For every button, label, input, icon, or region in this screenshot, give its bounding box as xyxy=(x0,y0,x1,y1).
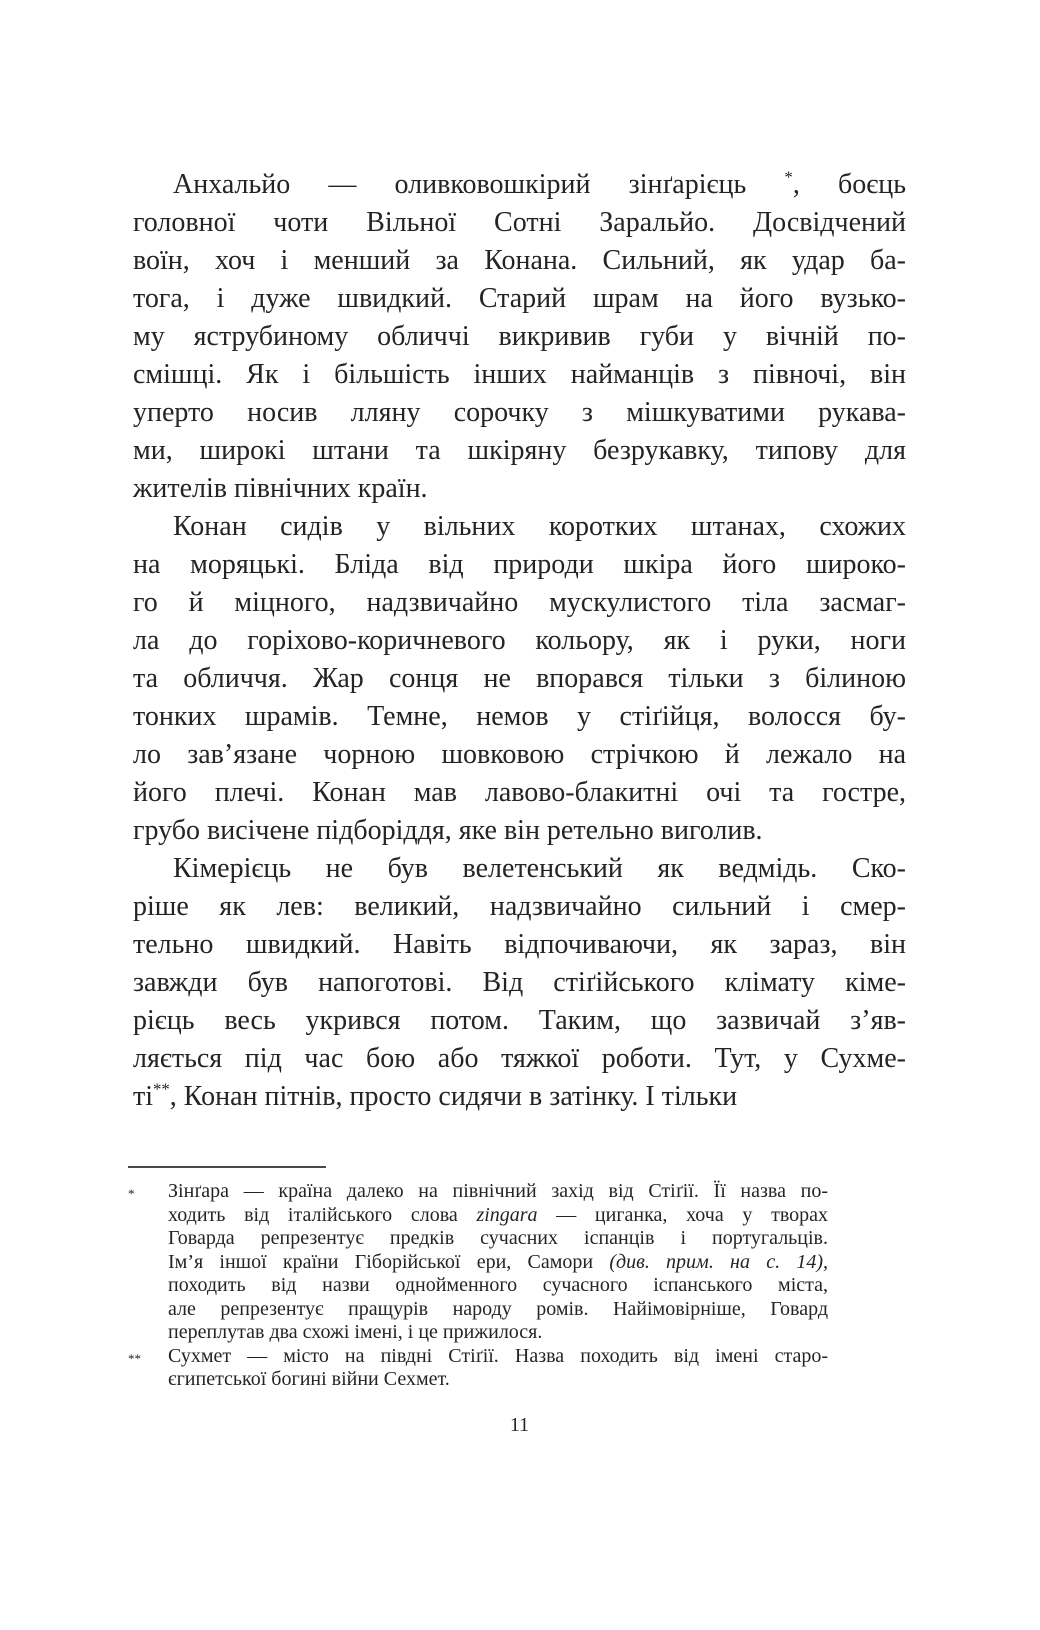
paragraph xyxy=(133,166,906,508)
text-line xyxy=(133,1002,906,1040)
text-span: грубо висічене підборіддя, яке він ретельно виголив. xyxy=(133,815,763,846)
text-line xyxy=(133,964,906,1002)
text-span: Сухмет — місто на півдні Стіґії. Назва походить від імені старо- xyxy=(168,1344,828,1367)
text-span: тонких шрамів. Темне, немов у стіґійця, волосся бу- xyxy=(133,701,906,732)
text-span: — циганка, хоча у творах xyxy=(537,1203,828,1226)
text-span: єгипетської богині війни Сехмет. xyxy=(168,1368,450,1390)
text-span: ми, широкі штани та шкіряну безрукавку, типову для xyxy=(133,435,906,466)
text-span: ло зав’язане чорною шовковою стрічкою й лежало на xyxy=(133,739,906,770)
text-span: ті xyxy=(133,1081,154,1112)
footnote-area xyxy=(128,1166,838,1392)
text-span: та обличчя. Жар сонця не впорався тільки з білиною xyxy=(133,663,906,694)
text-line xyxy=(133,736,906,774)
text-span: ріше як лев: великий, надзвичайно сильний і смер- xyxy=(133,891,906,922)
page-number: 11 xyxy=(509,1414,530,1436)
text-span: на моряцькі. Бліда від природи шкіра його широко- xyxy=(133,549,906,580)
text-line xyxy=(133,432,906,470)
footnote-divider xyxy=(128,1166,326,1168)
text-span: переплутав два схожі імені, і це прижилося. xyxy=(168,1321,543,1343)
text-span: Кімерієць не був велетенський як ведмідь. Ско- xyxy=(173,853,906,884)
text-span: жителів північних країн. xyxy=(133,473,428,504)
text-span: уперто носив лляну сорочку з мішкуватими рукава- xyxy=(133,397,906,428)
footnote-ref-marker: ** xyxy=(153,1079,170,1099)
footnotes xyxy=(128,1180,838,1392)
text-line xyxy=(133,1078,906,1116)
text-line xyxy=(133,280,906,318)
text-span: воїн, хоч і менший за Конана. Сильний, як удар ба- xyxy=(133,245,906,276)
text-line xyxy=(133,698,906,736)
text-line xyxy=(133,470,906,508)
text-line xyxy=(133,204,906,242)
text-span: го й міцного, надзвичайно мускулистого тіла засмаг- xyxy=(133,587,906,618)
text-span: , xyxy=(823,1250,828,1273)
text-line xyxy=(133,622,906,660)
text-line xyxy=(133,508,906,546)
text-span: смішці. Як і більшість інших найманців з півночі, він xyxy=(133,359,906,390)
footnote-ref-marker: * xyxy=(784,167,793,187)
text-span: Конан сидів у вільних коротких штанах, схожих xyxy=(173,511,906,542)
text-span: його плечі. Конан мав лавово-блакитні очі та гостре, xyxy=(133,777,906,808)
text-line xyxy=(133,1040,906,1078)
text-line xyxy=(133,774,906,812)
text-span: , боєць xyxy=(792,169,906,200)
footnote-marker: ** xyxy=(128,1350,141,1366)
text-span: тельно швидкий. Навіть відпочиваючи, як зараз, він xyxy=(133,929,906,960)
text-line xyxy=(133,850,906,888)
body-text xyxy=(133,166,906,1116)
text-line xyxy=(168,1345,828,1369)
text-span: , Конан пітнів, просто сидячи в затінку. І тільки xyxy=(169,1081,738,1112)
italic-text: zingara xyxy=(476,1203,538,1226)
text-span: Говарда репрезентує предків сучасних іспанців і португальців. xyxy=(168,1227,828,1249)
text-span: але репрезентує пращурів народу ромів. Найімовірніше, Говард xyxy=(168,1297,828,1320)
text-line xyxy=(133,166,906,204)
text-span: Анхальйо — оливковошкірий зінґарієць xyxy=(173,169,785,200)
text-line xyxy=(133,888,906,926)
footnote-marker: * xyxy=(128,1186,135,1201)
text-line xyxy=(168,1274,828,1298)
text-line xyxy=(168,1227,828,1251)
footnote-text xyxy=(168,1180,828,1345)
text-span: головної чоти Вільної Сотні Заральйо. Досвідчений xyxy=(133,207,906,238)
italic-text: (див. прим. на с. 14) xyxy=(609,1250,823,1273)
text-line xyxy=(168,1298,828,1322)
text-line xyxy=(133,546,906,584)
text-span: Зінґара — країна далеко на північний захід від Стіґії. Її назва по- xyxy=(168,1180,828,1202)
text-line xyxy=(133,242,906,280)
text-span: ляється під час бою або тяжкої роботи. Тут, у Сухме- xyxy=(133,1043,906,1074)
text-line xyxy=(133,394,906,432)
text-span: рієць весь укрився потом. Таким, що зазвичай з’яв- xyxy=(133,1005,906,1036)
text-span: походить від назви однойменного сучасного іспанського міста, xyxy=(168,1274,828,1296)
text-span: завжди був напоготові. Від стіґійського клімату кіме- xyxy=(133,967,906,998)
text-line xyxy=(168,1368,828,1392)
text-line xyxy=(133,584,906,622)
text-span: Ім’я іншої країни Гіборійської ери, Самори xyxy=(168,1250,610,1273)
text-line xyxy=(168,1180,828,1204)
paragraph xyxy=(133,508,906,850)
text-line xyxy=(133,812,906,850)
text-line xyxy=(168,1204,828,1228)
text-line xyxy=(133,356,906,394)
text-span: ла до горіхово-коричневого кольору, як і руки, ноги xyxy=(133,625,906,656)
text-line xyxy=(168,1251,828,1275)
paragraph xyxy=(133,850,906,1116)
footnote-text xyxy=(168,1345,828,1392)
text-line xyxy=(168,1321,828,1345)
text-line xyxy=(133,926,906,964)
text-span: тога, і дуже швидкий. Старий шрам на його вузько- xyxy=(133,283,906,314)
text-line xyxy=(133,660,906,698)
text-line xyxy=(133,318,906,356)
text-span: ходить від італійського слова xyxy=(168,1203,477,1226)
footnote xyxy=(128,1180,838,1345)
text-span: му яструбиному обличчі викривив губи у вічній по- xyxy=(133,321,906,352)
footnote xyxy=(128,1345,838,1392)
